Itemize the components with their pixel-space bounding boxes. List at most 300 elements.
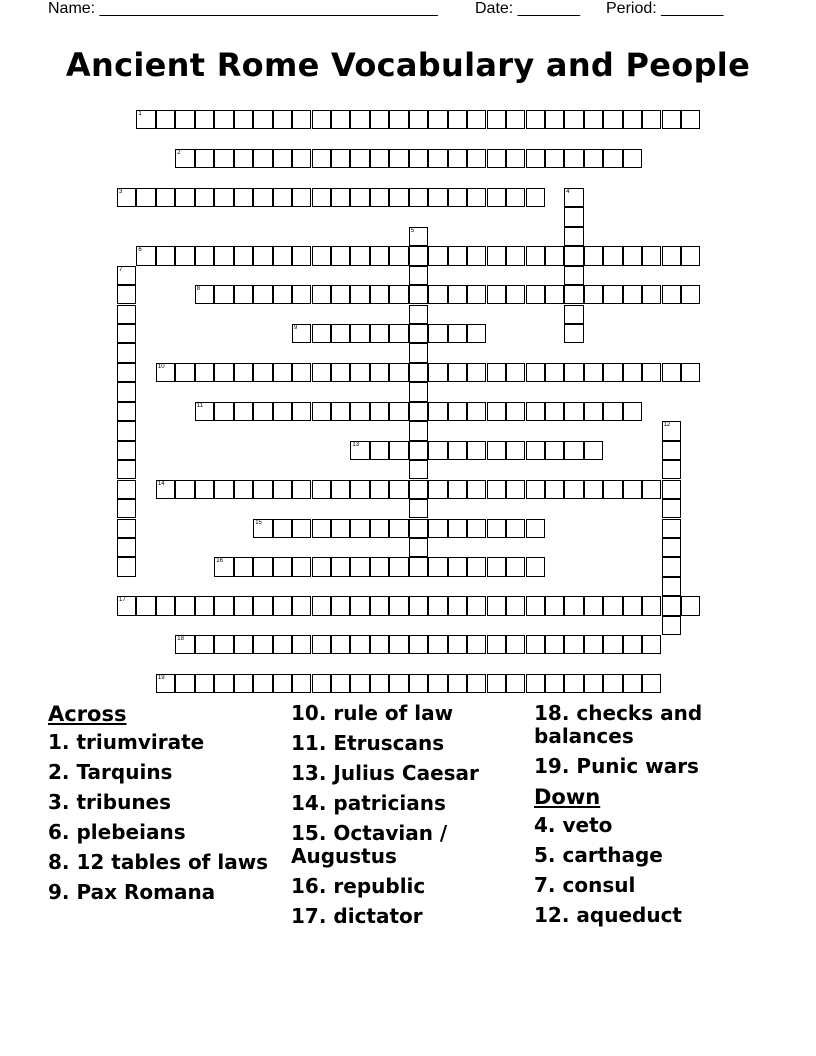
crossword-cell[interactable]: [350, 402, 369, 421]
crossword-cell[interactable]: [526, 596, 545, 615]
crossword-cell[interactable]: [195, 110, 214, 129]
crossword-cell[interactable]: [253, 246, 272, 265]
crossword-cell[interactable]: [409, 324, 428, 343]
crossword-cell[interactable]: [117, 441, 136, 460]
crossword-cell[interactable]: [545, 246, 564, 265]
crossword-cell[interactable]: [467, 363, 486, 382]
crossword-cell[interactable]: [545, 441, 564, 460]
crossword-cell[interactable]: [428, 363, 447, 382]
crossword-cell[interactable]: [526, 188, 545, 207]
crossword-cell[interactable]: [253, 285, 272, 304]
crossword-cell[interactable]: [487, 110, 506, 129]
crossword-cell[interactable]: [195, 674, 214, 693]
crossword-cell[interactable]: [253, 596, 272, 615]
crossword-cell[interactable]: [428, 324, 447, 343]
crossword-cell[interactable]: [156, 596, 175, 615]
crossword-cell[interactable]: [564, 246, 583, 265]
crossword-cell[interactable]: [564, 110, 583, 129]
crossword-cell[interactable]: [117, 188, 136, 207]
crossword-cell[interactable]: [506, 188, 525, 207]
crossword-cell[interactable]: [117, 343, 136, 362]
crossword-cell[interactable]: [370, 285, 389, 304]
crossword-cell[interactable]: [506, 674, 525, 693]
crossword-cell[interactable]: [331, 519, 350, 538]
crossword-cell[interactable]: [370, 402, 389, 421]
crossword-cell[interactable]: [681, 110, 700, 129]
crossword-cell[interactable]: [487, 519, 506, 538]
crossword-cell[interactable]: [662, 519, 681, 538]
crossword-cell[interactable]: [389, 674, 408, 693]
crossword-cell[interactable]: [584, 363, 603, 382]
crossword-cell[interactable]: [195, 363, 214, 382]
crossword-cell[interactable]: [642, 363, 661, 382]
crossword-cell[interactable]: [603, 480, 622, 499]
crossword-cell[interactable]: [584, 285, 603, 304]
crossword-cell[interactable]: [117, 460, 136, 479]
crossword-cell[interactable]: [117, 363, 136, 382]
crossword-cell[interactable]: [389, 285, 408, 304]
crossword-cell[interactable]: [564, 227, 583, 246]
crossword-cell[interactable]: [195, 149, 214, 168]
crossword-cell[interactable]: [409, 343, 428, 362]
crossword-cell[interactable]: [292, 246, 311, 265]
crossword-cell[interactable]: [603, 363, 622, 382]
crossword-cell[interactable]: [292, 674, 311, 693]
crossword-cell[interactable]: [253, 188, 272, 207]
crossword-cell[interactable]: [331, 557, 350, 576]
crossword-cell[interactable]: [526, 285, 545, 304]
crossword-cell[interactable]: [526, 110, 545, 129]
crossword-cell[interactable]: [506, 246, 525, 265]
crossword-cell[interactable]: [117, 519, 136, 538]
crossword-cell[interactable]: [331, 110, 350, 129]
crossword-cell[interactable]: [292, 149, 311, 168]
crossword-cell[interactable]: [526, 402, 545, 421]
crossword-cell[interactable]: [506, 557, 525, 576]
crossword-cell[interactable]: [564, 305, 583, 324]
crossword-cell[interactable]: [273, 188, 292, 207]
crossword-cell[interactable]: [506, 363, 525, 382]
crossword-cell[interactable]: [428, 441, 447, 460]
crossword-cell[interactable]: [370, 674, 389, 693]
crossword-cell[interactable]: [253, 480, 272, 499]
crossword-cell[interactable]: [409, 110, 428, 129]
crossword-cell[interactable]: [564, 402, 583, 421]
crossword-cell[interactable]: [526, 149, 545, 168]
crossword-cell[interactable]: [623, 674, 642, 693]
crossword-cell[interactable]: [564, 266, 583, 285]
crossword-cell[interactable]: [117, 305, 136, 324]
crossword-cell[interactable]: [662, 285, 681, 304]
crossword-cell[interactable]: [117, 382, 136, 401]
crossword-cell[interactable]: [487, 480, 506, 499]
crossword-cell[interactable]: [623, 246, 642, 265]
crossword-cell[interactable]: [409, 460, 428, 479]
crossword-cell[interactable]: [331, 246, 350, 265]
crossword-cell[interactable]: [448, 557, 467, 576]
crossword-cell[interactable]: [662, 110, 681, 129]
crossword-cell[interactable]: [584, 110, 603, 129]
crossword-cell[interactable]: [409, 635, 428, 654]
crossword-cell[interactable]: [214, 246, 233, 265]
crossword-cell[interactable]: [175, 635, 194, 654]
crossword-cell[interactable]: [214, 402, 233, 421]
crossword-cell[interactable]: [292, 363, 311, 382]
crossword-cell[interactable]: [370, 324, 389, 343]
crossword-cell[interactable]: [350, 188, 369, 207]
crossword-cell[interactable]: [545, 363, 564, 382]
crossword-cell[interactable]: [175, 596, 194, 615]
crossword-cell[interactable]: [214, 596, 233, 615]
name-field[interactable]: Name: ______________________________________: [48, 0, 438, 17]
crossword-cell[interactable]: [409, 674, 428, 693]
crossword-cell[interactable]: [292, 110, 311, 129]
crossword-cell[interactable]: [292, 557, 311, 576]
crossword-cell[interactable]: [409, 285, 428, 304]
crossword-cell[interactable]: [214, 635, 233, 654]
crossword-cell[interactable]: [409, 441, 428, 460]
crossword-cell[interactable]: [467, 557, 486, 576]
crossword-cell[interactable]: [409, 246, 428, 265]
crossword-cell[interactable]: [253, 519, 272, 538]
crossword-cell[interactable]: [623, 596, 642, 615]
crossword-cell[interactable]: [467, 149, 486, 168]
crossword-cell[interactable]: [273, 480, 292, 499]
crossword-cell[interactable]: [370, 149, 389, 168]
crossword-cell[interactable]: [428, 519, 447, 538]
crossword-cell[interactable]: [117, 324, 136, 343]
crossword-cell[interactable]: [526, 363, 545, 382]
crossword-cell[interactable]: [292, 402, 311, 421]
crossword-cell[interactable]: [389, 246, 408, 265]
date-field[interactable]: Date: _______: [475, 0, 580, 17]
crossword-cell[interactable]: [331, 285, 350, 304]
crossword-cell[interactable]: [214, 363, 233, 382]
crossword-cell[interactable]: [156, 246, 175, 265]
crossword-cell[interactable]: [428, 402, 447, 421]
crossword-cell[interactable]: [467, 285, 486, 304]
crossword-cell[interactable]: [564, 207, 583, 226]
crossword-cell[interactable]: [389, 188, 408, 207]
crossword-cell[interactable]: [136, 110, 155, 129]
crossword-cell[interactable]: [428, 635, 447, 654]
crossword-cell[interactable]: [467, 110, 486, 129]
crossword-cell[interactable]: [564, 188, 583, 207]
crossword-cell[interactable]: [117, 596, 136, 615]
crossword-cell[interactable]: [584, 402, 603, 421]
crossword-cell[interactable]: [117, 499, 136, 518]
crossword-cell[interactable]: [584, 441, 603, 460]
crossword-cell[interactable]: [409, 188, 428, 207]
crossword-cell[interactable]: [409, 363, 428, 382]
crossword-cell[interactable]: [642, 480, 661, 499]
crossword-cell[interactable]: [662, 616, 681, 635]
crossword-cell[interactable]: [350, 519, 369, 538]
crossword-cell[interactable]: [526, 519, 545, 538]
crossword-cell[interactable]: [195, 596, 214, 615]
crossword-cell[interactable]: [662, 421, 681, 440]
crossword-cell[interactable]: [350, 674, 369, 693]
crossword-cell[interactable]: [448, 674, 467, 693]
crossword-cell[interactable]: [545, 674, 564, 693]
crossword-cell[interactable]: [312, 674, 331, 693]
crossword-cell[interactable]: [506, 635, 525, 654]
crossword-cell[interactable]: [312, 110, 331, 129]
crossword-cell[interactable]: [448, 246, 467, 265]
crossword-cell[interactable]: [136, 246, 155, 265]
crossword-cell[interactable]: [662, 441, 681, 460]
crossword-cell[interactable]: [681, 363, 700, 382]
crossword-cell[interactable]: [370, 557, 389, 576]
crossword-cell[interactable]: [428, 557, 447, 576]
crossword-cell[interactable]: [603, 402, 622, 421]
crossword-cell[interactable]: [195, 188, 214, 207]
crossword-cell[interactable]: [389, 480, 408, 499]
crossword-cell[interactable]: [409, 305, 428, 324]
crossword-cell[interactable]: [331, 363, 350, 382]
crossword-cell[interactable]: [331, 674, 350, 693]
crossword-cell[interactable]: [448, 285, 467, 304]
crossword-cell[interactable]: [156, 674, 175, 693]
crossword-cell[interactable]: [467, 674, 486, 693]
crossword-cell[interactable]: [623, 285, 642, 304]
crossword-cell[interactable]: [409, 557, 428, 576]
crossword-cell[interactable]: [409, 382, 428, 401]
crossword-cell[interactable]: [117, 421, 136, 440]
crossword-cell[interactable]: [506, 441, 525, 460]
crossword-cell[interactable]: [487, 635, 506, 654]
crossword-cell[interactable]: [350, 324, 369, 343]
crossword-cell[interactable]: [662, 538, 681, 557]
crossword-cell[interactable]: [273, 596, 292, 615]
crossword-cell[interactable]: [312, 246, 331, 265]
crossword-cell[interactable]: [526, 557, 545, 576]
crossword-cell[interactable]: [175, 188, 194, 207]
crossword-cell[interactable]: [662, 480, 681, 499]
crossword-cell[interactable]: [370, 596, 389, 615]
crossword-cell[interactable]: [273, 110, 292, 129]
crossword-cell[interactable]: [195, 246, 214, 265]
crossword-cell[interactable]: [584, 480, 603, 499]
crossword-cell[interactable]: [564, 480, 583, 499]
crossword-cell[interactable]: [506, 402, 525, 421]
crossword-cell[interactable]: [662, 596, 681, 615]
crossword-cell[interactable]: [214, 285, 233, 304]
crossword-cell[interactable]: [234, 188, 253, 207]
crossword-cell[interactable]: [526, 480, 545, 499]
crossword-cell[interactable]: [350, 557, 369, 576]
crossword-cell[interactable]: [409, 421, 428, 440]
crossword-cell[interactable]: [506, 110, 525, 129]
crossword-cell[interactable]: [409, 519, 428, 538]
crossword-cell[interactable]: [603, 110, 622, 129]
crossword-cell[interactable]: [487, 363, 506, 382]
crossword-cell[interactable]: [389, 441, 408, 460]
crossword-cell[interactable]: [448, 596, 467, 615]
crossword-cell[interactable]: [331, 635, 350, 654]
crossword-cell[interactable]: [370, 246, 389, 265]
crossword-cell[interactable]: [214, 674, 233, 693]
crossword-cell[interactable]: [681, 285, 700, 304]
crossword-cell[interactable]: [487, 441, 506, 460]
crossword-cell[interactable]: [467, 246, 486, 265]
crossword-cell[interactable]: [506, 149, 525, 168]
crossword-cell[interactable]: [117, 557, 136, 576]
crossword-cell[interactable]: [312, 596, 331, 615]
crossword-cell[interactable]: [584, 596, 603, 615]
crossword-cell[interactable]: [487, 557, 506, 576]
crossword-cell[interactable]: [662, 577, 681, 596]
crossword-cell[interactable]: [253, 402, 272, 421]
crossword-cell[interactable]: [467, 596, 486, 615]
crossword-cell[interactable]: [564, 324, 583, 343]
crossword-cell[interactable]: [409, 227, 428, 246]
crossword-cell[interactable]: [350, 285, 369, 304]
crossword-cell[interactable]: [234, 480, 253, 499]
crossword-cell[interactable]: [136, 596, 155, 615]
crossword-cell[interactable]: [195, 635, 214, 654]
crossword-cell[interactable]: [156, 363, 175, 382]
crossword-cell[interactable]: [312, 635, 331, 654]
crossword-cell[interactable]: [448, 188, 467, 207]
crossword-cell[interactable]: [234, 635, 253, 654]
crossword-cell[interactable]: [234, 285, 253, 304]
crossword-cell[interactable]: [545, 110, 564, 129]
crossword-cell[interactable]: [603, 149, 622, 168]
crossword-cell[interactable]: [214, 110, 233, 129]
crossword-cell[interactable]: [253, 363, 272, 382]
crossword-cell[interactable]: [273, 519, 292, 538]
crossword-cell[interactable]: [234, 674, 253, 693]
crossword-cell[interactable]: [428, 149, 447, 168]
crossword-cell[interactable]: [428, 596, 447, 615]
crossword-cell[interactable]: [350, 635, 369, 654]
crossword-cell[interactable]: [195, 480, 214, 499]
crossword-cell[interactable]: [448, 402, 467, 421]
crossword-cell[interactable]: [312, 285, 331, 304]
crossword-cell[interactable]: [623, 480, 642, 499]
crossword-cell[interactable]: [292, 324, 311, 343]
crossword-cell[interactable]: [487, 246, 506, 265]
crossword-cell[interactable]: [370, 635, 389, 654]
crossword-cell[interactable]: [584, 674, 603, 693]
crossword-cell[interactable]: [234, 557, 253, 576]
crossword-cell[interactable]: [623, 363, 642, 382]
crossword-cell[interactable]: [662, 499, 681, 518]
crossword-cell[interactable]: [175, 480, 194, 499]
crossword-cell[interactable]: [564, 149, 583, 168]
crossword-cell[interactable]: [214, 480, 233, 499]
crossword-cell[interactable]: [545, 285, 564, 304]
crossword-cell[interactable]: [214, 149, 233, 168]
crossword-cell[interactable]: [234, 363, 253, 382]
crossword-cell[interactable]: [273, 149, 292, 168]
crossword-cell[interactable]: [642, 246, 661, 265]
period-field[interactable]: Period: _______: [606, 0, 724, 17]
crossword-cell[interactable]: [448, 480, 467, 499]
crossword-cell[interactable]: [448, 635, 467, 654]
crossword-cell[interactable]: [564, 635, 583, 654]
crossword-cell[interactable]: [273, 246, 292, 265]
crossword-cell[interactable]: [273, 402, 292, 421]
crossword-cell[interactable]: [253, 149, 272, 168]
crossword-cell[interactable]: [467, 324, 486, 343]
crossword-cell[interactable]: [350, 441, 369, 460]
crossword-cell[interactable]: [234, 246, 253, 265]
crossword-cell[interactable]: [467, 188, 486, 207]
crossword-cell[interactable]: [662, 363, 681, 382]
crossword-cell[interactable]: [389, 363, 408, 382]
crossword-cell[interactable]: [409, 499, 428, 518]
crossword-cell[interactable]: [487, 402, 506, 421]
crossword-cell[interactable]: [428, 188, 447, 207]
crossword-cell[interactable]: [389, 149, 408, 168]
crossword-cell[interactable]: [428, 285, 447, 304]
crossword-cell[interactable]: [117, 266, 136, 285]
crossword-cell[interactable]: [253, 110, 272, 129]
crossword-cell[interactable]: [409, 538, 428, 557]
crossword-cell[interactable]: [312, 557, 331, 576]
crossword-cell[interactable]: [175, 363, 194, 382]
crossword-cell[interactable]: [487, 149, 506, 168]
crossword-cell[interactable]: [312, 402, 331, 421]
crossword-cell[interactable]: [526, 246, 545, 265]
crossword-cell[interactable]: [312, 149, 331, 168]
crossword-cell[interactable]: [312, 519, 331, 538]
crossword-cell[interactable]: [389, 110, 408, 129]
crossword-cell[interactable]: [389, 635, 408, 654]
crossword-cell[interactable]: [662, 557, 681, 576]
crossword-cell[interactable]: [545, 635, 564, 654]
crossword-cell[interactable]: [564, 596, 583, 615]
crossword-cell[interactable]: [409, 596, 428, 615]
crossword-cell[interactable]: [331, 596, 350, 615]
crossword-cell[interactable]: [448, 363, 467, 382]
crossword-cell[interactable]: [331, 480, 350, 499]
crossword-cell[interactable]: [389, 519, 408, 538]
crossword-cell[interactable]: [428, 674, 447, 693]
crossword-cell[interactable]: [409, 266, 428, 285]
crossword-cell[interactable]: [623, 110, 642, 129]
crossword-cell[interactable]: [467, 480, 486, 499]
crossword-cell[interactable]: [389, 324, 408, 343]
crossword-cell[interactable]: [175, 246, 194, 265]
crossword-cell[interactable]: [506, 596, 525, 615]
crossword-cell[interactable]: [603, 635, 622, 654]
crossword-cell[interactable]: [292, 635, 311, 654]
crossword-cell[interactable]: [312, 188, 331, 207]
crossword-cell[interactable]: [545, 480, 564, 499]
crossword-cell[interactable]: [350, 480, 369, 499]
crossword-cell[interactable]: [350, 363, 369, 382]
crossword-cell[interactable]: [603, 285, 622, 304]
crossword-cell[interactable]: [642, 110, 661, 129]
crossword-cell[interactable]: [350, 110, 369, 129]
crossword-cell[interactable]: [642, 285, 661, 304]
crossword-cell[interactable]: [312, 480, 331, 499]
crossword-cell[interactable]: [253, 635, 272, 654]
crossword-cell[interactable]: [642, 635, 661, 654]
crossword-cell[interactable]: [234, 596, 253, 615]
crossword-cell[interactable]: [584, 246, 603, 265]
crossword-cell[interactable]: [195, 285, 214, 304]
crossword-cell[interactable]: [487, 674, 506, 693]
crossword-cell[interactable]: [292, 188, 311, 207]
crossword-cell[interactable]: [331, 188, 350, 207]
crossword-cell[interactable]: [506, 480, 525, 499]
crossword-cell[interactable]: [175, 110, 194, 129]
crossword-cell[interactable]: [545, 402, 564, 421]
